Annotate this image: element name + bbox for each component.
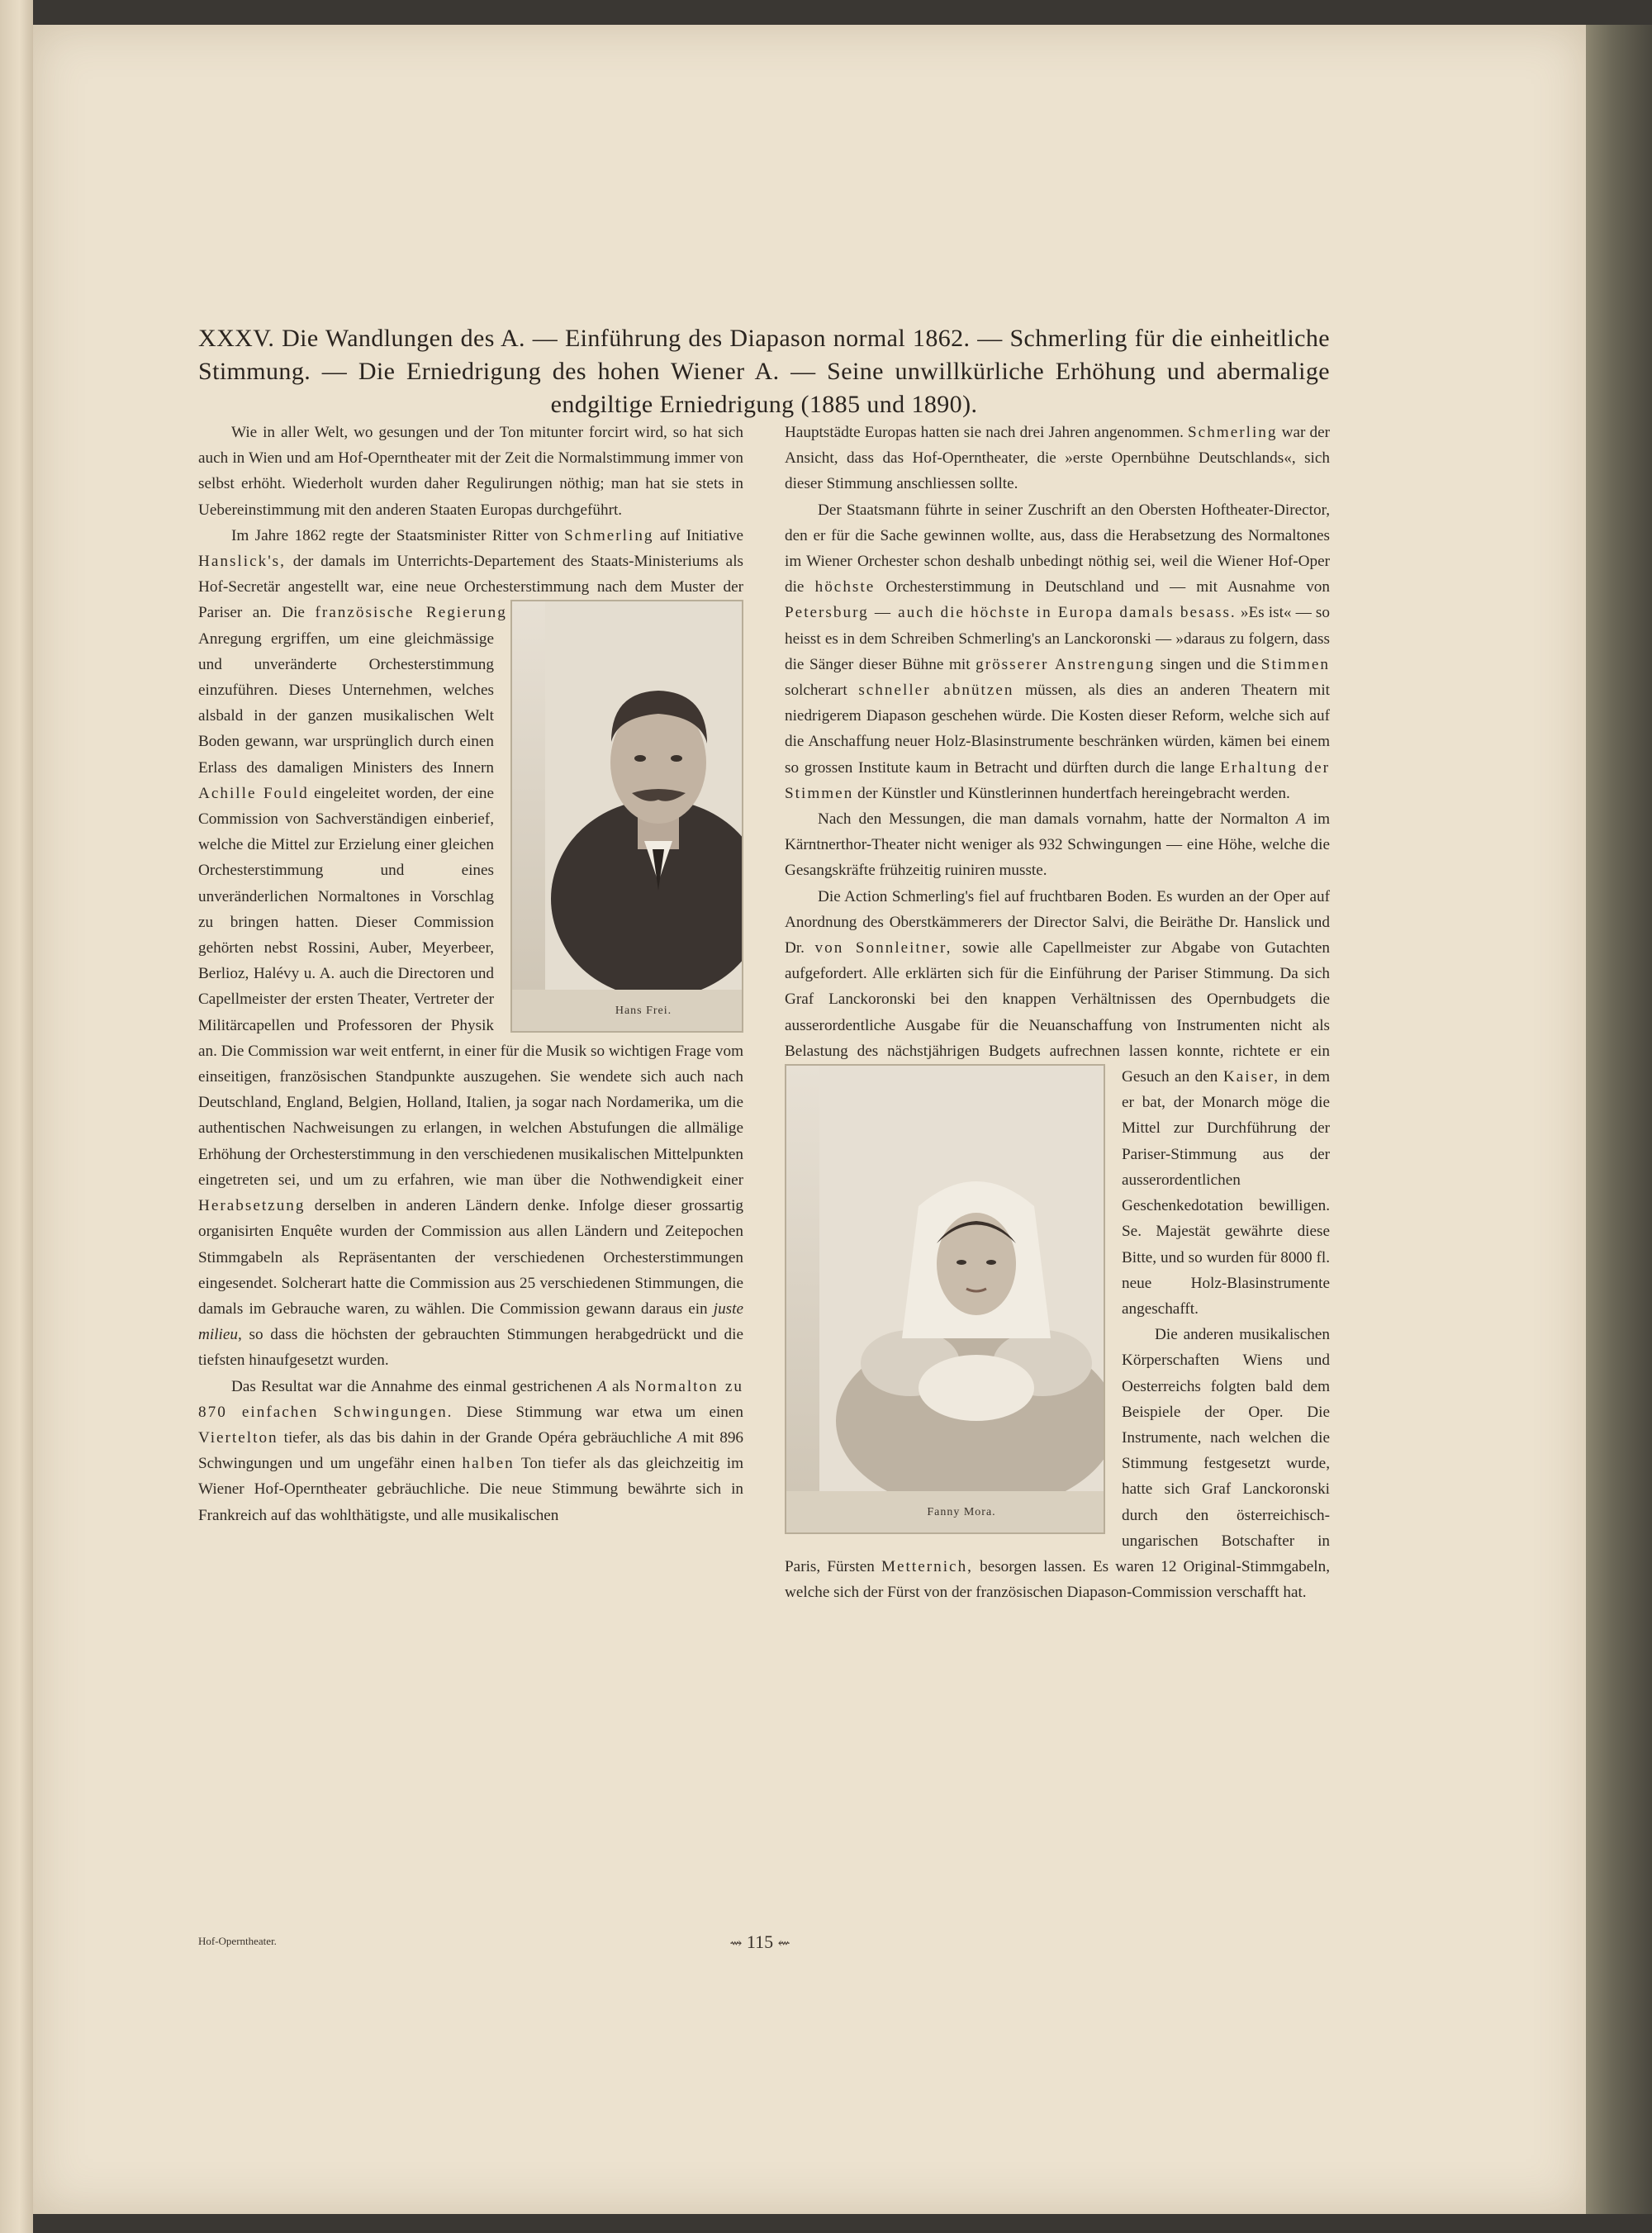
man-portrait-illustration xyxy=(545,601,743,990)
left-paragraph-3: Das Resultat war die Annahme des einmal gestrichenen A als Normalton zu 870 einfachen Schwingungen. Diese Stimmung war etwa um einen Viertelton tiefer, als das bis dahin in der Grande Opéra gebräuchliche A mit 896 Schwingungen und um ungefähr einen halben Ton tiefer als das gleichzeitig im Wiener Hof-Operntheater gebräuchliche. Die neue Stimmung bewährte sich in Frankreich auf das wohlthätigste, und alle musikalischen xyxy=(198,1377,744,1524)
right-paragraph-1: Hauptstädte Europas hatten sie nach drei Jahren angenommen. Schmerling war der Ansicht, dass das Hof-Operntheater, die »erste Opernbühne Deutschlands«, sich dieser Stimmung anschliessen sollte. xyxy=(785,424,1330,493)
chapter-heading xyxy=(198,322,1330,421)
right-paragraph-5: Die anderen musikalischen Körperschaften Wiens und Oesterreichs folgten bald dem Beispiele der Oper. Die Instrumente, nach welchen die Stimmung festgesetzt wurde, hatte sich Graf Lanckoronski durch den österreichisch-ungarischen Botschafter in Paris, Fürsten Metternich, besorgen lassen. Es waren 12 Original-Stimmgabeln, welche sich der Fürst von der französischen Diapason-Commission verschafft hat. xyxy=(785,1326,1331,1602)
portrait-caption-hans-frei: Hans Frei. xyxy=(615,1005,672,1018)
right-column xyxy=(785,420,1330,1605)
portrait-photo-hans-frei xyxy=(512,601,742,990)
left-paragraph-1: Wie in aller Welt, wo gesungen und der Ton mitunter forcirt wird, so hat sich auch in Wien und am Hof-Operntheater mit der Zeit die Normalstimmung immer von selbst erhöht. Wiederholt wurden daher Regulirungen nöthig; man hat sie stets in Uebereinstimmung mit den anderen Staaten Europas durchgeführt. xyxy=(198,424,743,519)
left-page-edge xyxy=(0,0,33,2233)
right-paragraph-2: Der Staatsmann führte in seiner Zuschrift an den Obersten Hoftheater-Director, den er für die Sache gewinnen wollte, aus, dass die Herabsetzung des Normaltones im Wiener Orchester schon deshalb unbedingt nöthig sei, weil die Wiener Hof-Oper die höchste Orchesterstimmung in Deutschland und — mit Ausnahme von Petersburg — auch die höchste in Europa damals besass. »Es ist« — so heisst es in dem Schreiben Schmerling's an Lanckoronski — »daraus zu folgern, dass die Sänger dieser Bühne mit grösserer Anstrengung singen und die Stimmen solcherart schneller abnützen müssen, als dies an anderen Theatern mit niedrigerem Diapason geschehen würde. Die Kosten dieser Reform, welche sich auf die Anschaffung neuer Holz-Blasinstrumente beschränken würden, kämen bei einem so grossen Institute kaum in Betracht und dürften durch die lange Erhaltung der Stimmen der Künstler und Künstlerinnen hundertfach hereingebracht werden. xyxy=(785,501,1331,802)
right-paragraph-3: Nach den Messungen, die man damals vornahm, hatte der Normalton A im Kärntnerthor-Theater nicht weniger als 932 Schwingungen — eine Höhe, welche die Gesangskräfte frühzeitig ruiniren musste. xyxy=(785,810,1331,880)
ornament-right-icon: ⇜ xyxy=(777,1935,790,1951)
footer-title: Hof-Operntheater. xyxy=(198,1935,277,1947)
portrait-fanny-mora xyxy=(785,1064,1105,1534)
book-cover-edge xyxy=(1586,25,1652,2214)
left-column xyxy=(198,420,743,1528)
heading-line-1: XXXV. Die Wandlungen des A. — Einführung des Diapason normal 1862. — Schmerling für die einheitliche xyxy=(198,325,1330,352)
right-paragraph-4: Die Action Schmerling's fiel auf fruchtbaren Boden. Es wurden an der Oper auf Anordnung des Oberstkämmerers der Director Salvi, die Beiräthe Dr. Hanslick und Dr. von Sonnleitner, sowie alle Capellmeister zur Abgabe von Gutachten aufgefordert. Alle erklärten sich für die Einführung der Pariser Stimmung. Da sich Graf Lanckoronski bei den knappen Verhältnissen des Opernbudgets die ausserordentliche Ausgabe für die Neuanschaffung von Instrumenten nicht als Belastung des nächstjährigen Budgets aufrechnen lassen konnte, richtete er ein Gesuch an den Fanny Mora. Kaiser, in dem er bat, der Monarch möge die Mittel zur Durchführung der Pariser-Stimmung aus der ausserordentlichen Geschenkedotation bewilligen. Se. Majestät gewährte diese Bitte, und so wurden für 8000 fl. neue Holz-Blasinstrumente angeschafft. xyxy=(785,884,1330,1322)
heading-line-3: endgiltige Erniedrigung (1885 und 1890). xyxy=(550,391,978,418)
page-number-value: 115 xyxy=(746,1931,774,1952)
portrait-caption-fanny-mora: Fanny Mora. xyxy=(927,1506,996,1519)
heading-line-2: Stimmung. — Die Erniedrigung des hohen Wiener A. — Seine unwillkürliche Erhöhung und abermalige xyxy=(198,358,1330,385)
portrait-hans-frei xyxy=(510,600,743,1033)
woman-portrait-illustration xyxy=(819,1066,1105,1491)
ornament-left-icon: ⇝ xyxy=(729,1935,743,1951)
left-paragraph-2: Im Jahre 1862 regte der Staatsminister Ritter von Schmerling auf Initiative Hanslick's, der damals im Unterrichts-Departement des Staats-Ministeriums als Hof-Secretär angestellt war, eine neue Orchesterstimmung nach dem Muster der Pariser an. Die Hans Frei. französische Regierung Anregung ergriffen, um eine gleichmässige und unveränderte Orchesterstimmung einzuführen. Dieses Unternehmen, welches alsbald in der ganzen musikalischen Welt Boden gewann, war ursprünglich durch einen Erlass des damaligen Ministers des Innern Achille Fould eingeleitet worden, der eine Commission von Sachverständigen einberief, welche die Mittel zur Erzielung einer gleichen Orchesterstimmung und eines unveränderlichen Normaltones in Vorschlag zu bringen hatten. Dieser Commission gehörten nebst Rossini, Auber, Meyerbeer, Berlioz, Halévy u. A. auch die Directoren und Capellmeister der ersten Theater, Vertreter der Militärcapellen und Professoren der Physik an. Die Commission war weit entfernt, in einer für die Musik so wichtigen Frage vom einseitigen, französischen Standpunkte auszugehen. Sie wendete sich auch nach Deutschland, England, Belgien, Holland, Italien, ja sogar nach Nordamerika, um die authentischen Nachweisungen zu erlangen, in welchen Abstufungen die allmälige Erhöhung der Orchesterstimmung in den verschiedenen musikalischen Mittelpunkten eingetreten sei, und um zu erfahren, wie man über die Nothwendigkeit einer Herabsetzung derselben in anderen Ländern denke. Infolge dieser grossartig organisirten Enquête wurden der Commission aus allen Ländern und Zeitepochen Stimmgabeln als Repräsentanten der verschiedenen Orchesterstimmungen eingesendet. Solcherart hatte die Commission aus 25 verschiedenen Stimmungen, die damals im Gebrauche waren, zu wählen. Die Commission gewann daraus ein juste milieu, so dass die höchsten der gebrauchten Stimmungen herabgedrückt und die tiefsten hinaufgesetzt wurden. xyxy=(198,523,743,1374)
page-number xyxy=(694,1931,826,1953)
portrait-photo-fanny-mora xyxy=(786,1066,1104,1491)
